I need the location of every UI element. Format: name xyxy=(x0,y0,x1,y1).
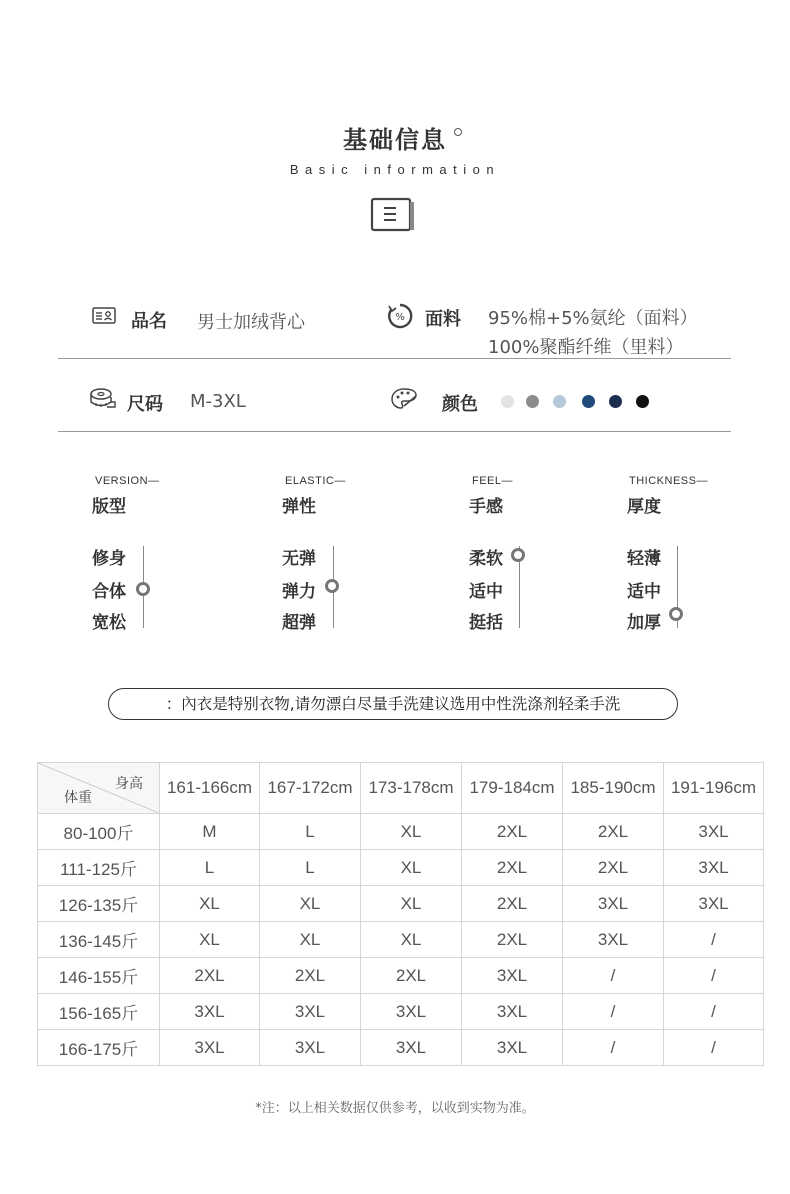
table-cell: 2XL xyxy=(160,958,260,994)
table-row xyxy=(38,1030,764,1066)
attr-thickness-cn: 厚度 xyxy=(627,497,661,517)
care-notice: ：內衣是特别衣物,请勿漂白尽量手洗建议选用中性洗涤剂轻柔手洗 xyxy=(108,688,678,720)
attr-feel-en: FEEL— xyxy=(472,475,514,487)
table-cell: M xyxy=(160,814,260,850)
table-cell: 2XL xyxy=(462,886,563,922)
column-header: 161-166cm xyxy=(160,763,260,814)
color-swatch-light-gray[interactable] xyxy=(501,395,514,408)
row-weight: 166-175斤 xyxy=(38,1030,160,1066)
attr-version-option: 修身 xyxy=(92,549,126,569)
palette-icon xyxy=(390,387,418,415)
table-row xyxy=(38,922,764,958)
fabric-label: 面料 xyxy=(425,309,461,330)
attr-thickness-option: 适中 xyxy=(627,582,661,602)
color-label: 颜色 xyxy=(442,394,478,415)
table-cell: 2XL xyxy=(361,958,462,994)
attr-elastic-en: ELASTIC— xyxy=(285,475,346,487)
table-row xyxy=(38,886,764,922)
row-weight: 80-100斤 xyxy=(38,814,160,850)
attr-thickness-selected-knob xyxy=(669,607,683,621)
attr-version-option: 合体 xyxy=(92,582,126,602)
page-title: 基础信息 xyxy=(343,126,447,154)
name-label: 品名 xyxy=(131,311,167,332)
row-weight: 136-145斤 xyxy=(38,922,160,958)
attr-feel-option: 挺括 xyxy=(469,613,503,633)
column-header: 179-184cm xyxy=(462,763,563,814)
fabric-percent-icon xyxy=(387,303,413,333)
tape-measure-icon xyxy=(90,387,116,415)
column-header: 191-196cm xyxy=(664,763,764,814)
attr-feel-option: 适中 xyxy=(469,582,503,602)
table-cell: 3XL xyxy=(160,994,260,1030)
table-cell: 3XL xyxy=(462,1030,563,1066)
table-cell: / xyxy=(664,994,764,1030)
attr-version-en: VERSION— xyxy=(95,475,160,487)
attr-elastic-option: 弹力 xyxy=(282,582,316,602)
attr-feel-selected-knob xyxy=(511,548,525,562)
table-header-row xyxy=(38,763,764,814)
table-cell: / xyxy=(664,1030,764,1066)
fabric-line-1: 95%棉+5%氨纶（面料） xyxy=(488,308,698,329)
table-cell: 3XL xyxy=(563,886,664,922)
table-cell: XL xyxy=(260,922,361,958)
table-row xyxy=(38,814,764,850)
name-value: 男士加绒背心 xyxy=(197,312,305,333)
row-weight: 126-135斤 xyxy=(38,886,160,922)
divider xyxy=(58,358,731,359)
attr-version-selected-knob xyxy=(136,582,150,596)
corner-height-label: 身高 xyxy=(115,775,143,791)
table-cell: / xyxy=(563,1030,664,1066)
table-cell: 3XL xyxy=(260,1030,361,1066)
row-weight: 156-165斤 xyxy=(38,994,160,1030)
column-header: 173-178cm xyxy=(361,763,462,814)
fabric-line-2: 100%聚酯纤维（里料） xyxy=(488,337,684,358)
size-label: 尺码 xyxy=(127,394,163,415)
size-value: M-3XL xyxy=(190,391,246,412)
table-cell: 3XL xyxy=(361,994,462,1030)
table-cell: / xyxy=(563,958,664,994)
table-cell: 3XL xyxy=(664,814,764,850)
attr-feel-cn: 手感 xyxy=(469,497,503,517)
table-cell: L xyxy=(160,850,260,886)
table-cell: L xyxy=(260,814,361,850)
title-dot-icon xyxy=(454,128,462,136)
table-cell: 3XL xyxy=(563,922,664,958)
table-corner xyxy=(38,763,160,814)
table-cell: 3XL xyxy=(664,886,764,922)
column-header: 167-172cm xyxy=(260,763,361,814)
footnote: *注：以上相关数据仅供参考，以收到实物为准。 xyxy=(255,1101,535,1116)
document-icon xyxy=(369,196,417,238)
attr-elastic-option: 超弹 xyxy=(282,613,316,633)
table-cell: XL xyxy=(160,886,260,922)
table-cell: 3XL xyxy=(462,994,563,1030)
table-cell: 2XL xyxy=(563,850,664,886)
attr-thickness-en: THICKNESS— xyxy=(629,475,708,487)
table-cell: 2XL xyxy=(462,814,563,850)
color-swatch-black[interactable] xyxy=(636,395,649,408)
name-tag-icon xyxy=(92,307,116,329)
color-swatch-gray[interactable] xyxy=(526,395,539,408)
attr-thickness-option: 加厚 xyxy=(627,613,661,633)
table-cell: / xyxy=(664,922,764,958)
attr-feel-option: 柔软 xyxy=(469,549,503,569)
page-subtitle: Basic information xyxy=(289,162,501,177)
table-cell: XL xyxy=(361,922,462,958)
table-cell: L xyxy=(260,850,361,886)
table-cell: XL xyxy=(361,886,462,922)
size-table xyxy=(37,762,764,1066)
svg-text:%: % xyxy=(395,312,405,323)
column-header: 185-190cm xyxy=(563,763,664,814)
attr-elastic-selected-knob xyxy=(325,579,339,593)
attr-version-cn: 版型 xyxy=(92,497,126,517)
table-cell: 3XL xyxy=(462,958,563,994)
table-cell: 3XL xyxy=(260,994,361,1030)
attr-elastic-option: 无弹 xyxy=(282,549,316,569)
divider xyxy=(58,431,731,432)
table-cell: 3XL xyxy=(664,850,764,886)
table-row xyxy=(38,850,764,886)
table-row xyxy=(38,994,764,1030)
table-cell: XL xyxy=(260,886,361,922)
row-weight: 111-125斤 xyxy=(38,850,160,886)
table-row xyxy=(38,958,764,994)
color-swatch-navy[interactable] xyxy=(609,395,622,408)
table-cell: 2XL xyxy=(563,814,664,850)
table-cell: XL xyxy=(361,814,462,850)
corner-weight-label: 体重 xyxy=(64,789,92,805)
color-swatch-blue[interactable] xyxy=(582,395,595,408)
table-cell: / xyxy=(563,994,664,1030)
row-weight: 146-155斤 xyxy=(38,958,160,994)
table-cell: XL xyxy=(160,922,260,958)
table-cell: 3XL xyxy=(361,1030,462,1066)
table-cell: 2XL xyxy=(260,958,361,994)
attr-thickness-option: 轻薄 xyxy=(627,549,661,569)
table-cell: 2XL xyxy=(462,850,563,886)
attr-elastic-cn: 弹性 xyxy=(282,497,316,517)
attr-version-option: 宽松 xyxy=(92,613,126,633)
table-cell: 2XL xyxy=(462,922,563,958)
table-cell: XL xyxy=(361,850,462,886)
color-swatch-light-blue[interactable] xyxy=(553,395,566,408)
table-cell: 3XL xyxy=(160,1030,260,1066)
table-cell: / xyxy=(664,958,764,994)
